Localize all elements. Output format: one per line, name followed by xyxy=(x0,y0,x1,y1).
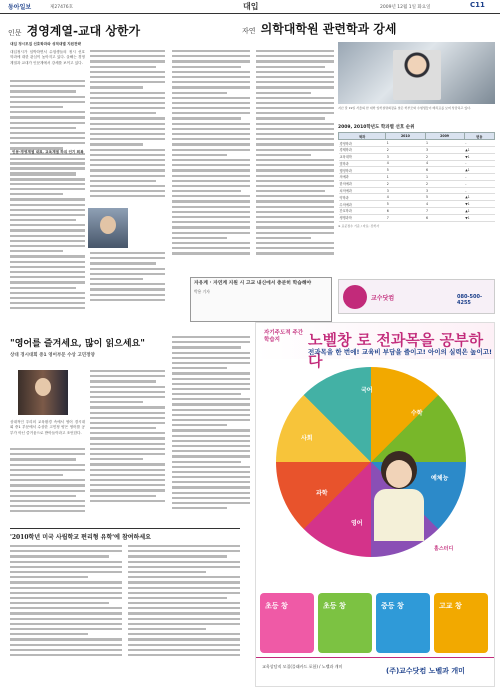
table-row xyxy=(339,167,495,174)
table-row xyxy=(339,140,495,147)
table-row xyxy=(339,201,495,208)
interview-subhead: 상대 경시대회 중1 영어부문 수상 고민정양 xyxy=(10,353,95,358)
ad-headline: 노벨창 로 전과목을 공부하다 xyxy=(308,331,484,370)
table-cell: 4 xyxy=(425,201,464,208)
table-cell: 3 xyxy=(425,187,464,194)
table-body xyxy=(339,140,495,221)
ad-footer-brand: (주)교수닷컴 노벨과 개미 xyxy=(386,667,465,675)
ad-subheadline: 전과목을 한 번에! 교육비 부담을 줄이고! 아이의 실력은 높이고! xyxy=(308,348,492,356)
newspaper-logo: 동아일보 xyxy=(8,4,32,11)
table-cell: 6 xyxy=(386,208,425,215)
table-header-row xyxy=(339,133,495,140)
table-cell: 7 xyxy=(386,214,425,221)
child-model-photo xyxy=(364,451,434,541)
study-abroad-col-1 xyxy=(10,545,122,659)
table-cell: 치의예과 xyxy=(339,187,386,194)
table-cell: 생명과학 xyxy=(339,214,386,221)
study-abroad-col-2 xyxy=(128,545,240,659)
table-cell: ▲1 xyxy=(464,167,494,174)
ad-kicker: 자기주도적 주간학습지 xyxy=(264,330,304,343)
interview-headline: "영어를 즐겨세요, 많이 읽으세요" xyxy=(10,339,145,349)
photo-caption: 지난 달 19일 서울의 한 대학 입학설명회장을 찾은 학부모와 수험생들이 배치표를 보며 상담하고 있다. xyxy=(338,106,472,110)
table-cell: 1 xyxy=(386,140,425,147)
table-cell: 약학과 xyxy=(339,194,386,201)
article-body-col-3 xyxy=(172,50,250,258)
reporter-photo xyxy=(88,208,128,248)
table-cell: 수의예과 xyxy=(339,201,386,208)
sidebar-box xyxy=(190,277,332,322)
table-cell: ▲1 xyxy=(464,194,494,201)
book-cover[interactable]: 중등 창 xyxy=(376,593,430,653)
table-cell: 4 xyxy=(425,160,464,167)
table-cell: 4 xyxy=(386,160,425,167)
table-cell: ▼1 xyxy=(464,153,494,160)
table-cell: - xyxy=(464,180,494,187)
ranking-table-box xyxy=(338,124,495,274)
table-cell: 4 xyxy=(386,194,425,201)
headline-main: 경영계열-교대 상한가 xyxy=(26,24,141,38)
ad-banner-small[interactable] xyxy=(338,279,495,314)
publication-date: 2009년 12월 1일 화요일 xyxy=(380,5,431,10)
table-cell: ▲1 xyxy=(464,146,494,153)
ad-footer-text: 교육상담직 모집(플래카드 포함) / 노벨과 개미 xyxy=(262,664,343,669)
table-cell: 한의예과 xyxy=(339,180,386,187)
ad-banner-large[interactable] xyxy=(255,322,495,687)
news-photo xyxy=(338,42,495,104)
table-cell: 간호학과 xyxy=(339,208,386,215)
table-row xyxy=(339,146,495,153)
table-cell: - xyxy=(464,160,494,167)
table-note: ※ 표준점수 기준 / 자료: 진학사 xyxy=(338,223,380,228)
table-row xyxy=(339,160,495,167)
table-cell: 2 xyxy=(386,180,425,187)
subject-label: 사회 xyxy=(301,435,313,442)
table-header-cell: 학과 xyxy=(339,133,386,140)
table-cell: 경제학과 xyxy=(339,146,386,153)
headline-main: 의학대학원 관련학과 강세 xyxy=(260,22,397,36)
subject-label: 수학 xyxy=(411,410,423,417)
headline-tag: 인문 xyxy=(8,29,22,37)
table-cell: ▲1 xyxy=(464,208,494,215)
subject-label: 국어 xyxy=(361,387,373,394)
sidebar-box-title: 자유계 · 자연계 지원 시 고교 내신에서 충분히 학습해야 xyxy=(194,281,312,286)
table-cell: 1 xyxy=(425,140,464,147)
table-cell: 5 xyxy=(386,167,425,174)
table-cell: 2 xyxy=(386,146,425,153)
table-cell: 2 xyxy=(425,153,464,160)
table-cell: 1 xyxy=(386,174,425,181)
table-cell: - xyxy=(464,140,494,147)
homestudy-label: 홈스터디 xyxy=(434,546,454,552)
article-paragraph: 대입정시가 임박하면서 수험생들의 정시 선호 학과에 대한 관심이 높아지고 있다. 올해는 경영계열과 교대가 인문계에서 강세를 보이고 있다. xyxy=(10,50,85,65)
ad-footer xyxy=(256,657,495,687)
table-cell: 1 xyxy=(425,174,464,181)
ranking-table xyxy=(338,132,495,222)
page-number: C11 xyxy=(470,1,485,9)
subject-label: 영어 xyxy=(351,520,363,527)
interview-photo xyxy=(18,370,68,415)
article-subhead: 인문-경영계열 대표, 교육계열 하위 인기 회복 xyxy=(12,150,84,154)
interview-title-block xyxy=(10,336,170,358)
table-cell: 6 xyxy=(425,214,464,221)
ad-brand: 교수닷컴 xyxy=(371,295,395,302)
article-intro: 대입 정시모집 선호학과와 성적대별 지원전략 xyxy=(10,42,81,46)
table-cell: 3 xyxy=(386,187,425,194)
table-cell: 경영학과 xyxy=(339,140,386,147)
interview-body-col-3 xyxy=(172,336,250,512)
table-cell: 5 xyxy=(425,194,464,201)
product-books xyxy=(260,593,492,653)
interview-body-col-1 xyxy=(10,448,85,515)
table-cell: 7 xyxy=(425,208,464,215)
table-header-cell: 변동 xyxy=(464,133,494,140)
headline-tag: 자연 xyxy=(242,27,256,35)
table-cell: 3 xyxy=(425,146,464,153)
table-row xyxy=(339,194,495,201)
table-header-cell: 2009 xyxy=(425,133,464,140)
book-cover[interactable]: 초등 창 xyxy=(318,593,372,653)
sidebar-box-byline: 박용 기자 xyxy=(194,289,210,294)
table-cell: 2 xyxy=(425,180,464,187)
table-cell: 행정학과 xyxy=(339,167,386,174)
table-row xyxy=(339,208,495,215)
table-cell: 의예과 xyxy=(339,174,386,181)
section-title: 대입 xyxy=(243,1,259,11)
table-cell: 법학과 xyxy=(339,160,386,167)
article-body-col-2 xyxy=(90,50,165,200)
table-row xyxy=(339,187,495,194)
table-cell: 교육대학 xyxy=(339,153,386,160)
subject-label: 예체능 xyxy=(431,475,449,482)
table-row xyxy=(339,214,495,221)
table-row xyxy=(339,174,495,181)
study-abroad-headline: '2010학년 미국 사립학교 편리형 유학'에 참여하세요 xyxy=(10,528,240,541)
article-body-col-4 xyxy=(256,50,334,258)
table-cell: 6 xyxy=(425,167,464,174)
interview-body-col-2 xyxy=(90,370,165,505)
ad-phone: 080-500-4255 xyxy=(457,294,483,306)
table-cell: ▼1 xyxy=(464,214,494,221)
table-title: 2009, 2010학년도 학과별 선호 순위 xyxy=(338,125,415,130)
book-cover[interactable]: 초등 창 xyxy=(260,593,314,653)
table-cell: - xyxy=(464,187,494,194)
subject-label: 과학 xyxy=(316,490,328,497)
brand-logo-icon xyxy=(343,285,367,309)
table-cell: - xyxy=(464,174,494,181)
table-cell: 5 xyxy=(386,201,425,208)
interview-paragraph: 상대적인 우리의 교육환경 속에서 영어 경시대회 중1 부문에서 수상한 고민정 양은 영어를 공부가 아닌 즐거움으로 받아들이라고 조언한다. xyxy=(10,420,85,435)
table-cell: ▼1 xyxy=(464,201,494,208)
headline-science xyxy=(242,18,492,40)
book-cover[interactable]: 고교 창 xyxy=(434,593,488,653)
article-body-col-2b xyxy=(90,252,165,304)
issue-number: 제27476호 xyxy=(50,5,74,10)
table-cell: 3 xyxy=(386,153,425,160)
page-header xyxy=(0,0,500,14)
table-row xyxy=(339,153,495,160)
article-body-col-1b xyxy=(10,162,85,312)
table-header-cell: 2010 xyxy=(386,133,425,140)
table-row xyxy=(339,180,495,187)
